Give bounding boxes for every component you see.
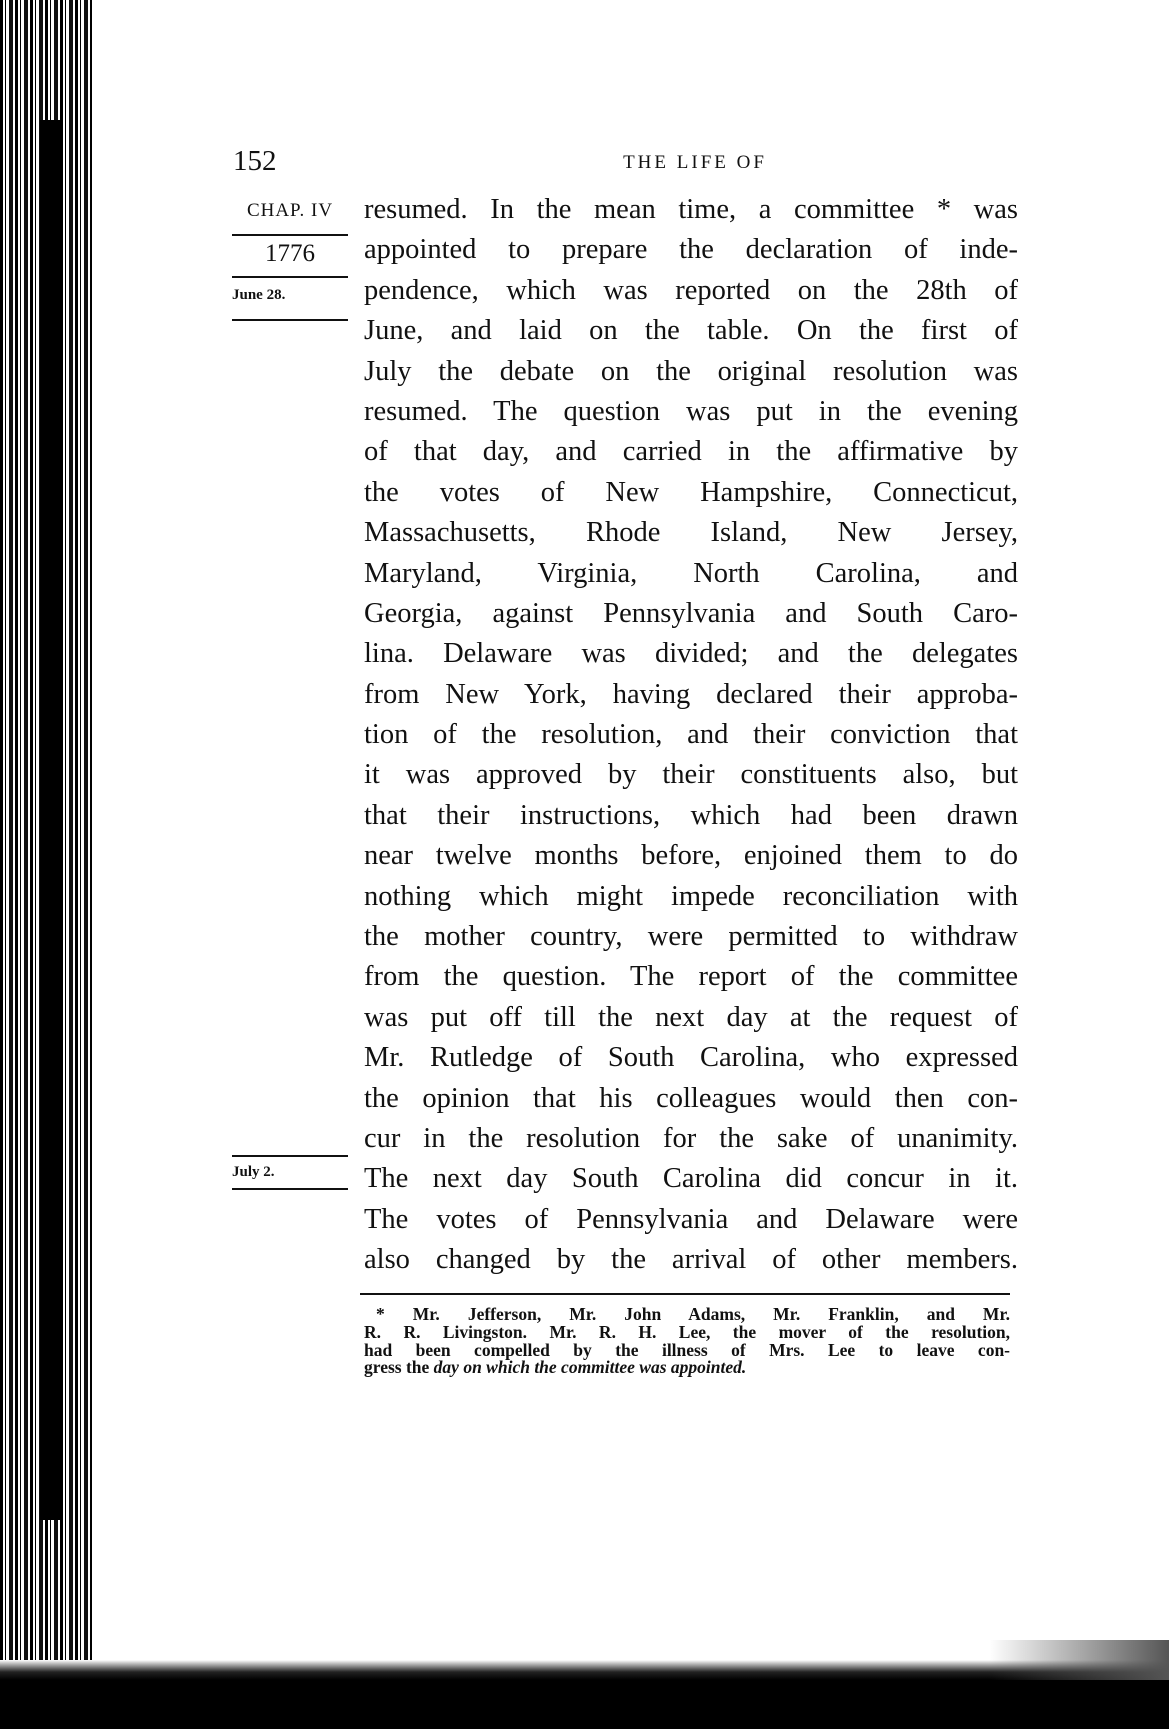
body-line: it was approved by their constituents also, but <box>364 759 1018 791</box>
body-line: from the question. The report of the committee <box>364 961 1018 993</box>
footnote-italic-text: day on which the committee was appointed. <box>433 1357 747 1378</box>
body-line: the mother country, were permitted to withdraw <box>364 921 1018 953</box>
footnote <box>364 1306 1010 1377</box>
body-line: appointed to prepare the declaration of inde- <box>364 234 1018 266</box>
body-line: was put off till the next day at the request of <box>364 1001 1018 1033</box>
margin-rule <box>232 319 348 321</box>
body-line: The votes of Pennsylvania and Delaware were <box>364 1203 1018 1235</box>
body-line: from New York, having declared their approba- <box>364 678 1018 710</box>
body-line: Mr. Rutledge of South Carolina, who expressed <box>364 1042 1018 1074</box>
body-line: Georgia, against Pennsylvania and South Caro- <box>364 597 1018 629</box>
page-number: 152 <box>233 145 277 177</box>
running-head: THE LIFE OF <box>623 152 767 173</box>
body-line: cur in the resolution for the sake of unanimity. <box>364 1122 1018 1154</box>
footnote-rule <box>360 1293 1010 1295</box>
body-line: of that day, and carried in the affirmative by <box>364 436 1018 468</box>
body-line: near twelve months before, enjoined them to do <box>364 840 1018 872</box>
footnote-text: gress the <box>364 1357 434 1378</box>
margin-year: 1776 <box>265 240 315 267</box>
body-line: June, and laid on the table. On the first of <box>364 315 1018 347</box>
margin-date-june-28: June 28. <box>232 287 286 303</box>
footnote-line <box>364 1359 1010 1377</box>
margin-rule <box>232 234 348 236</box>
book-binding-edge <box>0 0 92 1729</box>
body-text <box>364 190 1018 1281</box>
margin-date-july-2: July 2. <box>232 1164 275 1180</box>
body-line: Maryland, Virginia, North Carolina, and <box>364 557 1018 589</box>
body-line: that their instructions, which had been drawn <box>364 799 1018 831</box>
body-line: resumed. In the mean time, a committee * was <box>364 194 1018 225</box>
body-line: July the debate on the original resolution was <box>364 355 1018 387</box>
body-line: pendence, which was reported on the 28th of <box>364 274 1018 306</box>
body-line: Massachusetts, Rhode Island, New Jersey, <box>364 517 1018 549</box>
scan-bottom-edge <box>0 1660 1169 1729</box>
margin-rule <box>232 276 348 278</box>
body-line: lina. Delaware was divided; and the delegates <box>364 638 1018 670</box>
body-line: resumed. The question was put in the evening <box>364 395 1018 427</box>
margin-chapter: CHAP. IV <box>246 200 334 221</box>
margin-rule <box>232 1188 348 1190</box>
body-line: The next day South Carolina did concur in it. <box>364 1163 1018 1195</box>
margin-rule <box>232 1155 348 1157</box>
body-line: tion of the resolution, and their conviction that <box>364 719 1018 751</box>
footnote-line: * Mr. Jefferson, Mr. John Adams, Mr. Franklin, and Mr. <box>376 1304 1010 1324</box>
body-line: nothing which might impede reconciliation with <box>364 880 1018 912</box>
body-line: also changed by the arrival of other members. <box>364 1244 1018 1276</box>
body-line: the votes of New Hampshire, Connecticut, <box>364 476 1018 508</box>
footnote-line: had been compelled by the illness of Mrs. Lee to leave con- <box>364 1339 1010 1360</box>
footnote-line: R. R. Livingston. Mr. R. H. Lee, the mover of the resolution, <box>364 1321 1010 1342</box>
body-line: the opinion that his colleagues would then con- <box>364 1082 1018 1114</box>
